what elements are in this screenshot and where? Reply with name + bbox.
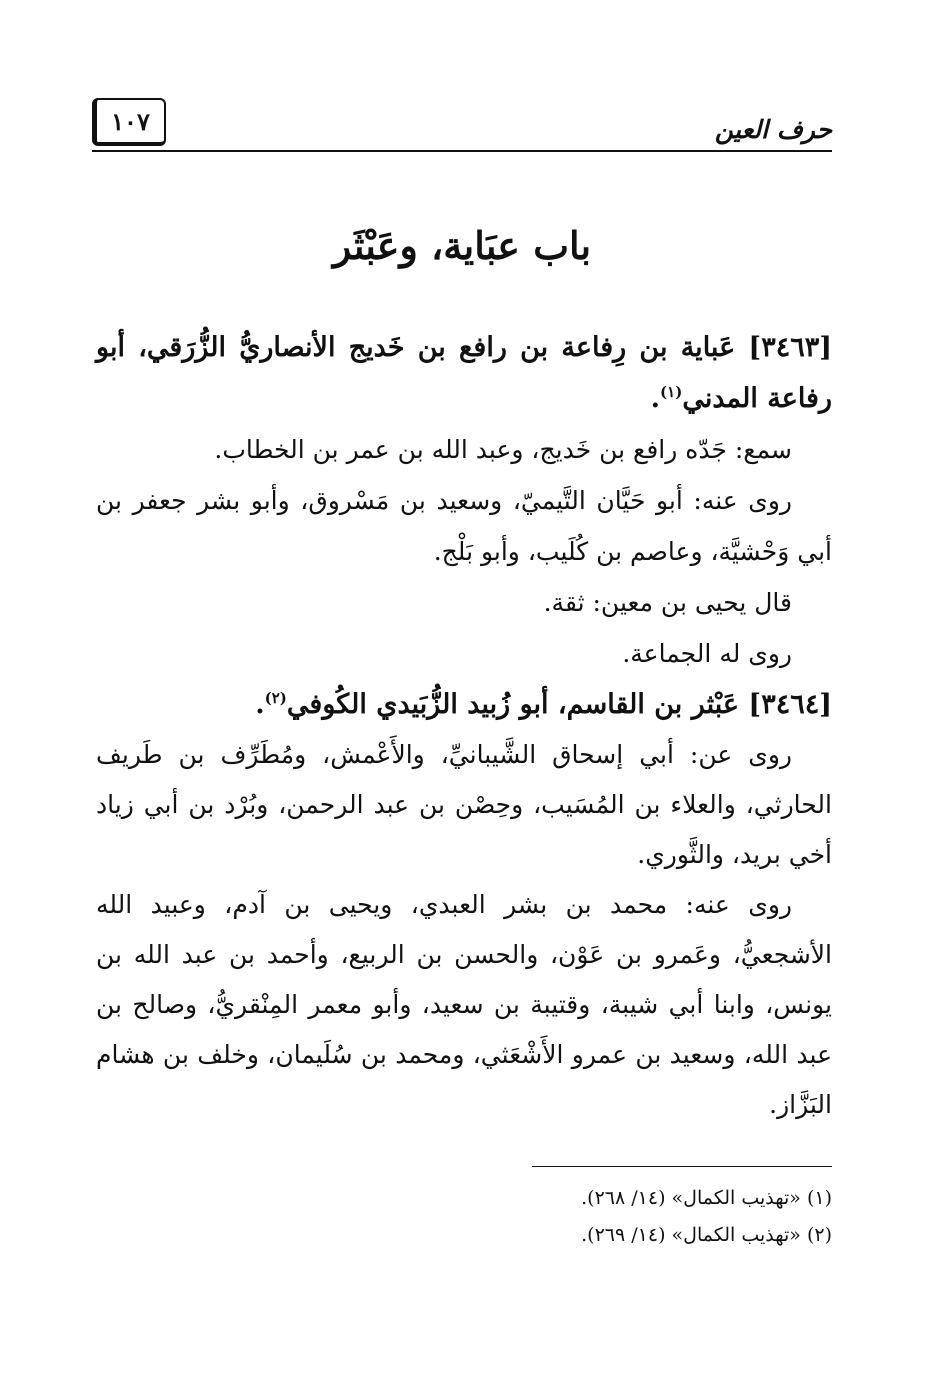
entry-heading xyxy=(96,679,832,730)
chapter-title: باب عبَاية، وعَبْثَر xyxy=(332,223,592,268)
entry-heading xyxy=(96,322,832,424)
paragraph-transmitted-by: روى له الجماعة. xyxy=(622,639,792,668)
page-number: ١٠٧ xyxy=(92,98,166,146)
footnote-2: (٢) «تهذيب الكمال» (١٤/ ٢٦٩). xyxy=(581,1224,832,1246)
paragraph-narrators: روى عنه: محمد بن بشر العبدي، ويحيى بن آدم، وعبيد الله الأشجعيُّ، وعَمرو بن عَوْن، والحسن بن الربيع، وأحمد بن عبد الله بن يونس، وابنا أبي شيبة، وقتيبة بن سعيد، وأبو معمر المِنْقريُّ، وصالح بن عبد الله، وسعيد بن عمرو الأَشْعَثي، ومحمد بن سُلَيمان، وخلف بن هشام البَزَّاز. xyxy=(96,890,832,1119)
paragraph-narrators: روى عنه: أبو حَيَّان التَّيميّ، وسعيد بن مَسْروق، وأبو بشر جعفر بن أبي وَحْشيَّة، وعاصم بن كُلَيب، وأبو بَلْج. xyxy=(96,486,832,566)
entry-heading-end: . xyxy=(650,383,661,414)
footnote-1: (١) «تهذيب الكمال» (١٤/ ٢٦٨). xyxy=(581,1187,832,1209)
paragraph-narrated-from: روى عن: أبي إسحاق الشَّيبانيِّ، والأَعْمش، ومُطَرِّف بن طَريف الحارثي، والعلاء بن المُسَيب، وحِصْن بن عبد الرحمن، وبُرْد بن أبي زياد أخي بريد، والثَّوري. xyxy=(96,740,832,869)
footnote-rule xyxy=(532,1166,832,1167)
running-title: حرف العين xyxy=(714,115,832,144)
body-text xyxy=(96,322,832,1130)
entry-heading-text: [٣٤٦٣] عَباية بن رِفاعة بن رافع بن خَديج الأنصاريُّ الزُّرَقي، أبو رفاعة المدني xyxy=(96,332,832,414)
footnotes xyxy=(96,1180,832,1254)
footnote-ref: (٢) xyxy=(264,689,287,707)
header-rule xyxy=(92,150,832,152)
entry-heading-text: [٣٤٦٤] عَبْثر بن القاسم، أبو زُبيد الزُّبَيدي الكُوفي xyxy=(286,689,832,720)
footnote-ref: (١) xyxy=(660,383,683,401)
paragraph-heard-from: سمع: جَدّه رافع بن خَديج، وعبد الله بن عمر بن الخطاب. xyxy=(214,435,792,464)
entry-heading-end: . xyxy=(255,689,265,720)
paragraph-grading: قال يحيى بن معين: ثقة. xyxy=(543,588,792,617)
